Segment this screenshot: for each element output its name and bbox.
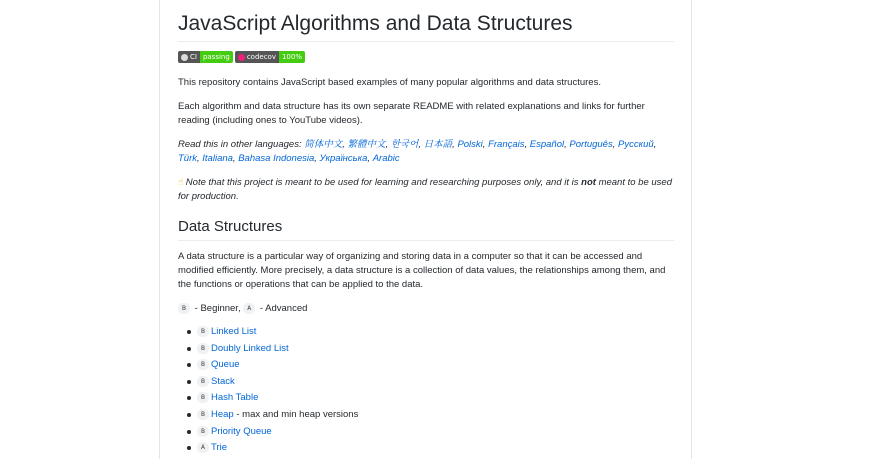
language-link[interactable]: Українська (319, 153, 368, 164)
readme-page (159, 0, 692, 459)
structure-link[interactable]: Priority Queue (211, 425, 272, 437)
readme-note-paragraph: Each algorithm and data structure has its own separate README with related explanations and links for further reading (including ones to YouTube videos). (178, 101, 645, 126)
language-link[interactable]: 한국어 (390, 139, 419, 150)
list-item (178, 358, 674, 375)
language-separator: , (232, 153, 239, 164)
languages-prefix: Read this in other languages: (178, 139, 302, 150)
codecov-icon (238, 54, 245, 61)
ci-badge-status: passing (200, 51, 233, 63)
bullet-icon (187, 347, 191, 351)
bullet-icon (187, 413, 191, 417)
codecov-badge[interactable] (235, 51, 305, 63)
language-link[interactable]: Italiana (202, 153, 233, 164)
structure-link[interactable]: Hash Table (211, 392, 259, 404)
language-link[interactable]: 繁體中文 (347, 139, 386, 150)
disclaimer-text-before: Note that this project is meant to be used for learning and researching purposes only, and it is (185, 177, 582, 188)
language-link[interactable]: Bahasa Indonesia (238, 153, 315, 164)
bullet-icon (187, 396, 191, 400)
language-separator: , (385, 139, 391, 150)
structure-link[interactable]: Trie (211, 442, 228, 454)
advanced-key: A (243, 303, 255, 314)
language-link[interactable]: 日本語 (423, 139, 453, 150)
level-badge: B (197, 326, 209, 337)
bullet-icon (187, 363, 191, 367)
disclaimer-paragraph (178, 176, 674, 204)
beginner-label: - Beginner, (194, 303, 241, 314)
language-link[interactable]: Русский (618, 139, 654, 150)
language-link[interactable]: Polski (457, 139, 483, 150)
language-separator: , (452, 139, 458, 150)
language-separator: , (314, 153, 320, 164)
language-separator: , (418, 139, 424, 150)
github-icon (181, 54, 188, 61)
language-separator: , (367, 153, 373, 164)
level-badge: B (197, 343, 209, 354)
ci-badge[interactable] (178, 51, 233, 63)
language-separator: , (564, 139, 570, 150)
language-link[interactable]: Português (569, 139, 613, 150)
language-separator: , (653, 139, 657, 150)
level-badge: B (197, 376, 209, 387)
language-separator: , (524, 139, 530, 150)
ci-badge-label (178, 51, 200, 63)
structure-link[interactable]: Heap (211, 408, 234, 420)
language-link[interactable]: Español (529, 139, 565, 150)
page-title: JavaScript Algorithms and Data Structures (178, 9, 674, 42)
intro-paragraph: This repository contains JavaScript based examples of many popular algorithms and data structures. (178, 77, 601, 88)
advanced-label: - Advanced (259, 303, 308, 314)
bullet-icon (187, 430, 191, 434)
language-separator: , (342, 139, 348, 150)
list-item (178, 441, 674, 458)
structure-link[interactable]: Queue (211, 359, 240, 371)
level-badge: B (197, 392, 209, 403)
list-item (178, 425, 674, 442)
section-heading: Data Structures (178, 216, 674, 241)
level-badge: B (197, 426, 209, 437)
language-link[interactable]: 简体中文 (304, 139, 343, 150)
list-item (178, 325, 674, 342)
language-link[interactable]: Arabic (372, 153, 400, 164)
codecov-badge-label (235, 51, 279, 63)
data-structure-list (178, 325, 674, 458)
structure-link[interactable]: Doubly Linked List (211, 342, 289, 354)
badge-row (178, 51, 305, 63)
level-badge: B (197, 359, 209, 370)
list-item (178, 391, 674, 408)
structure-link[interactable]: Linked List (211, 326, 257, 337)
list-item (178, 408, 674, 425)
level-badge: B (197, 409, 209, 420)
bullet-icon (187, 446, 191, 450)
disclaimer-bold: not (581, 177, 596, 188)
codecov-badge-label-text: codecov (246, 53, 276, 61)
bullet-icon (187, 380, 191, 384)
list-item (178, 375, 674, 392)
structure-note: - max and min heap versions (236, 408, 359, 420)
language-link[interactable]: Français (488, 139, 525, 150)
disclaimer-text-after: meant to be used for production. (178, 177, 672, 202)
language-separator: , (612, 139, 618, 150)
pointing-hand-icon: ☝ (178, 177, 184, 188)
codecov-badge-value: 100% (279, 51, 305, 63)
language-separator: , (197, 153, 203, 164)
languages-paragraph (178, 138, 674, 166)
language-separator: , (482, 139, 489, 150)
beginner-key: B (178, 303, 190, 314)
language-link[interactable]: Türk (178, 153, 197, 164)
list-item (178, 342, 674, 359)
level-badge: A (197, 442, 209, 453)
bullet-icon (187, 330, 191, 334)
section-paragraph: A data structure is a particular way of organizing and storing data in a computer so that it can be accessed and modified efficiently. More precisely, a data structure is a collection of data values, the relationships among them, and the functions or operations that can be applied to the data. (178, 251, 666, 290)
structure-link[interactable]: Stack (211, 375, 235, 387)
ci-badge-label-text: CI (190, 53, 197, 61)
level-legend (178, 302, 674, 316)
